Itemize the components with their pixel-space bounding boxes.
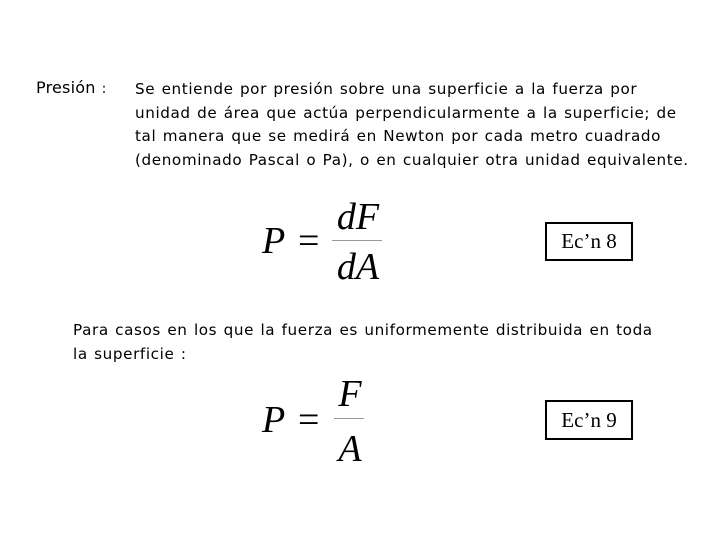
equation-8-numerator: dF xyxy=(336,196,380,238)
equation-8-label: Ec’n 8 xyxy=(561,229,617,253)
term-colon: : xyxy=(101,81,107,97)
equation-9-fraction-bar xyxy=(334,418,364,419)
equation-9-lhs: P xyxy=(262,399,286,441)
equation-8-equals: = xyxy=(298,220,320,262)
equation-9-label: Ec’n 9 xyxy=(561,407,617,432)
equation-8-lhs: P xyxy=(262,220,286,262)
equation-9-formula xyxy=(262,373,372,473)
term-label: Presión xyxy=(36,78,96,97)
equation-9-denominator: A xyxy=(338,428,362,470)
equation-9-label-box xyxy=(545,400,633,440)
equation-9-numerator: F xyxy=(338,373,362,415)
definition-term xyxy=(36,78,106,97)
definition-text: Se entiende por presión sobre una superficie a la fuerza por unidad de área que actúa perpendicularmente a la superficie; de tal manera que se medirá en Newton por cada metro cuadrado (denominado Pascal o Pa), o en cualquier otra unidad equivalente. xyxy=(135,80,689,169)
uniform-case-text: Para casos en los que la fuerza es uniformemente distribuida en toda la superficie : xyxy=(73,321,653,363)
equation-8-fraction-bar xyxy=(332,240,382,241)
equation-8-denominator: dA xyxy=(336,246,380,288)
equation-8-label-box xyxy=(545,222,633,261)
equation-8-formula xyxy=(262,196,392,291)
equation-9-equals: = xyxy=(298,399,320,441)
